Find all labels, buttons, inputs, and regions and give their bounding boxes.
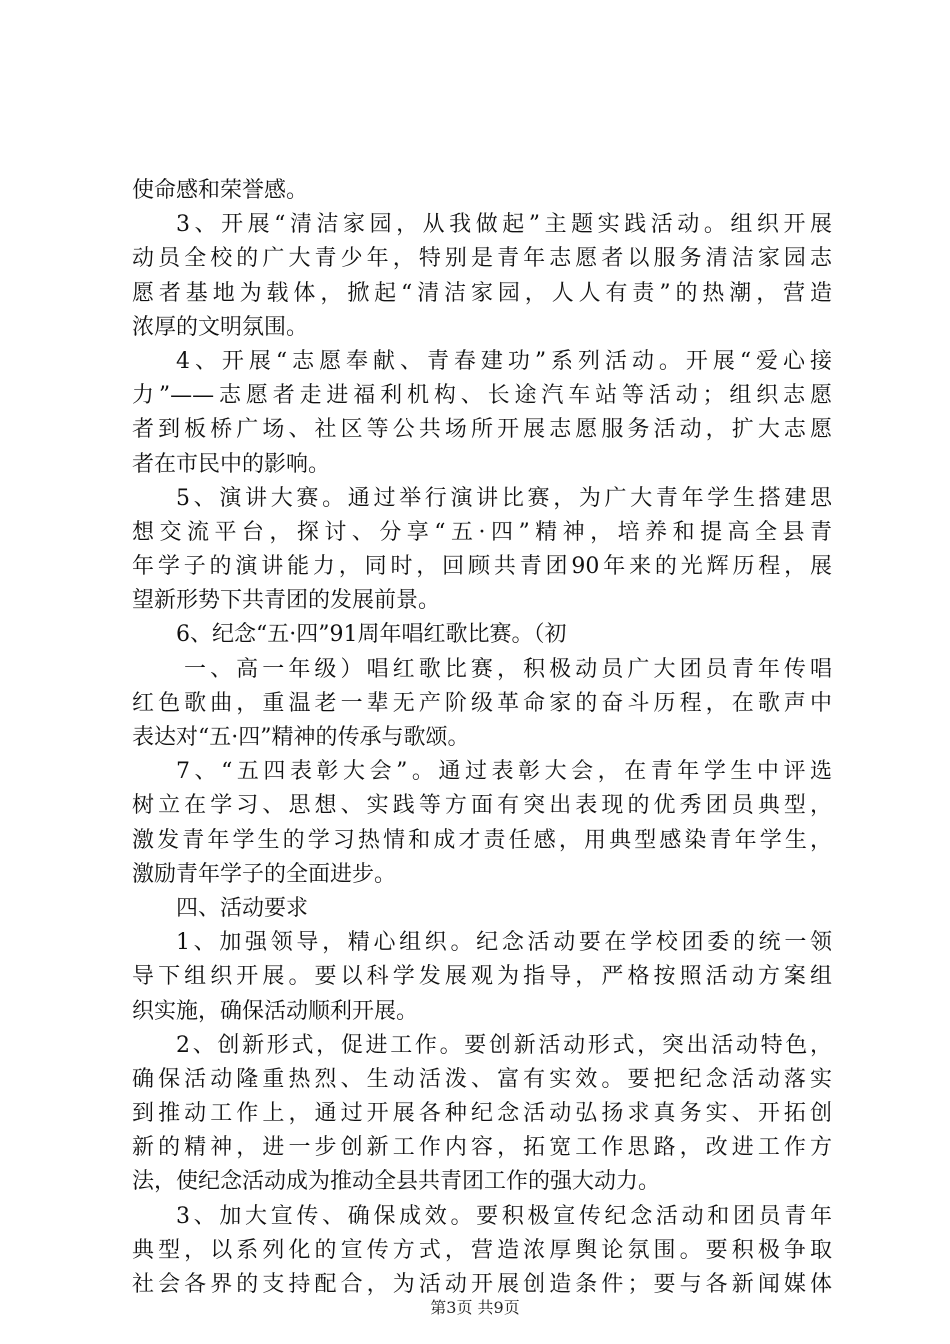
- text-line: 红色歌曲，重温老一辈无产阶级革命家的奋斗历程，在歌声中: [132, 690, 832, 716]
- text-line: 新的精神，进一步创新工作内容，拓宽工作思路，改进工作方: [132, 1135, 832, 1161]
- text-line: 导下组织开展。要以科学发展观为指导，严格按照活动方案组: [132, 964, 832, 990]
- document-body: [132, 174, 832, 1302]
- text-line: 3、开展“清洁家园，从我做起”主题实践活动。组织开展: [176, 212, 832, 238]
- text-line: 4、开展“志愿奉献、青春建功”系列活动。开展“爱心接: [176, 348, 832, 374]
- text-line: 激励青年学子的全面进步。: [132, 861, 397, 887]
- text-line: 望新形势下共青团的发展前景。: [132, 588, 441, 614]
- text-line: 力”——志愿者走进福利机构、长途汽车站等活动；组织志愿: [132, 383, 832, 409]
- text-line: 使命感和荣誉感。: [132, 178, 309, 203]
- text-line: 树立在学习、思想、实践等方面有突出表现的优秀团员典型，: [132, 793, 832, 819]
- text-line: 愿者基地为载体，掀起“清洁家园，人人有责”的热潮，营造: [132, 280, 832, 306]
- text-line: 织实施，确保活动顺利开展。: [132, 998, 419, 1024]
- text-line: 者在市民中的影响。: [132, 451, 331, 477]
- text-line: 2、创新形式，促进工作。要创新活动形式，突出活动特色，: [176, 1032, 832, 1058]
- text-line: 5、演讲大赛。通过举行演讲比赛，为广大青年学生搭建思: [176, 485, 832, 511]
- text-line: 年学子的演讲能力，同时，回顾共青团90年来的光辉历程，展: [132, 554, 832, 580]
- text-line: 1、加强领导，精心组织。纪念活动要在学校团委的统一领: [176, 930, 832, 956]
- text-line: 到推动工作上，通过开展各种纪念活动弘扬求真务实、开拓创: [132, 1101, 832, 1127]
- text-line: 6、纪念“五·四”91周年唱红歌比赛。（初: [176, 622, 567, 648]
- page-number-footer: 第3页 共9页: [430, 1298, 520, 1317]
- text-line: 社会各界的支持配合，为活动开展创造条件；要与各新闻媒体: [132, 1272, 832, 1297]
- text-line: 法，使纪念活动成为推动全县共青团工作的强大动力。: [132, 1169, 661, 1195]
- text-line: 7、“五四表彰大会”。通过表彰大会，在青年学生中评选: [176, 759, 832, 785]
- text-line: 激发青年学生的学习热情和成才责任感，用典型感染青年学生，: [132, 827, 832, 853]
- text-line: 想交流平台，探讨、分享“五·四”精神，培养和提高全县青: [132, 519, 832, 545]
- text-line: 一、高一年级）唱红歌比赛，积极动员广大团员青年传唱: [184, 656, 832, 682]
- section-heading: 四、活动要求: [176, 895, 309, 921]
- text-line: 确保活动隆重热烈、生动活泼、富有实效。要把纪念活动落实: [132, 1066, 832, 1092]
- text-line: 动员全校的广大青少年，特别是青年志愿者以服务清洁家园志: [132, 246, 832, 272]
- text-line: 表达对“五·四”精神的传承与歌颂。: [132, 725, 470, 750]
- text-line: 者到板桥广场、社区等公共场所开展志愿服务活动，扩大志愿: [132, 417, 832, 443]
- text-line: 3、加大宣传、确保成效。要积极宣传纪念活动和团员青年: [176, 1203, 832, 1229]
- text-line: 浓厚的文明氛围。: [132, 314, 309, 340]
- text-line: 典型，以系列化的宣传方式，营造浓厚舆论氛围。要积极争取: [132, 1237, 832, 1263]
